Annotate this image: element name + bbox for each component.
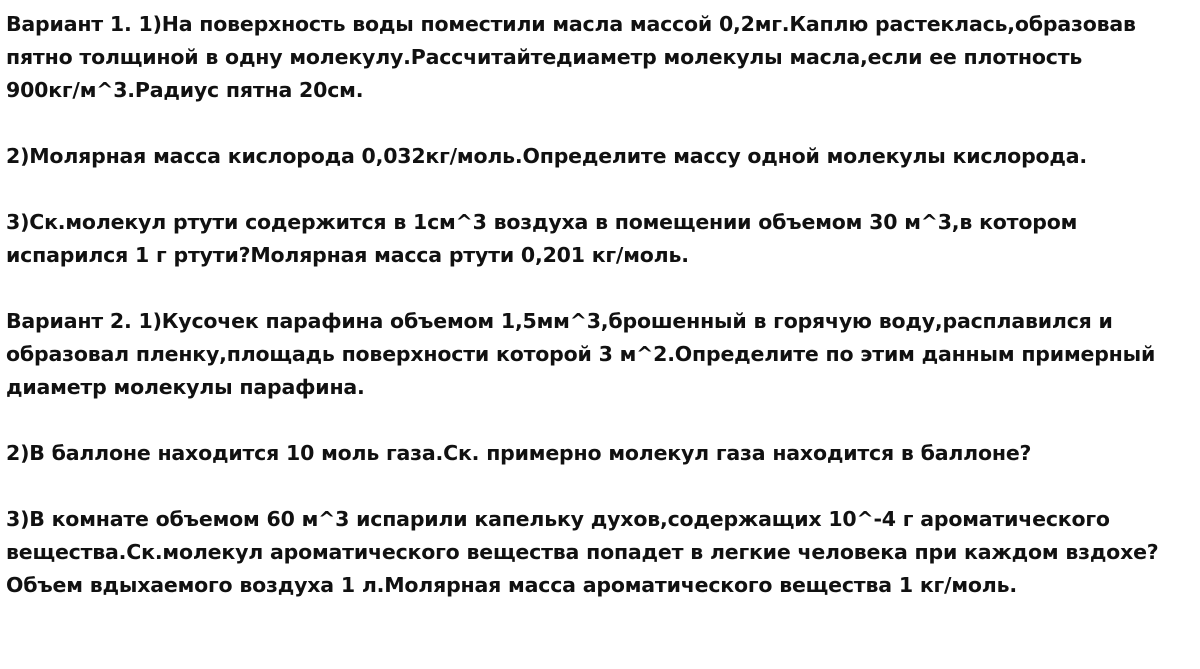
paragraph-gap [6, 404, 1194, 437]
text-line: 3)В комнате объемом 60 м^3 испарили капельку духов,содержащих 10^-4 г ароматического [6, 507, 1110, 531]
problem-sheet [6, 8, 1194, 602]
text-line: 3)Ск.молекул ртути содержится в 1см^3 воздуха в помещении объемом 30 м^3,в котором [6, 210, 1078, 234]
text-line: вещества.Ск.молекул ароматического вещества попадет в легкие человека при каждом вздохе? [6, 540, 1159, 564]
variant-2-task-3 [6, 503, 1194, 602]
paragraph-gap [6, 272, 1194, 305]
variant-2-task-2 [6, 437, 1194, 470]
text-line: Объем вдыхаемого воздуха 1 л.Молярная масса ароматического вещества 1 кг/моль. [6, 573, 1017, 597]
text-line: диаметр молекулы парафина. [6, 375, 365, 399]
text-line: Вариант 1. 1)На поверхность воды поместили масла массой 0,2мг.Каплю растеклась,образовав [6, 12, 1136, 36]
variant-1-task-3 [6, 206, 1194, 272]
text-line: пятно толщиной в одну молекулу.Рассчитайтедиаметр молекулы масла,если ее плотность [6, 45, 1083, 69]
paragraph-gap [6, 470, 1194, 503]
variant-2-task-1 [6, 305, 1194, 404]
text-line: Вариант 2. 1)Кусочек парафина объемом 1,5мм^3,брошенный в горячую воду,расплавился и [6, 309, 1113, 333]
variant-1-task-2 [6, 140, 1194, 173]
text-line: 900кг/м^3.Радиус пятна 20см. [6, 78, 364, 102]
text-line: испарился 1 г ртути?Молярная масса ртути 0,201 кг/моль. [6, 243, 689, 267]
paragraph-gap [6, 173, 1194, 206]
text-line: 2)Молярная масса кислорода 0,032кг/моль.Определите массу одной молекулы кислорода. [6, 144, 1088, 168]
text-line: образовал пленку,площадь поверхности которой 3 м^2.Определите по этим данным примерный [6, 342, 1156, 366]
text-line: 2)В баллоне находится 10 моль газа.Ск. примерно молекул газа находится в баллоне? [6, 441, 1032, 465]
variant-1-task-1 [6, 8, 1194, 107]
paragraph-gap [6, 107, 1194, 140]
